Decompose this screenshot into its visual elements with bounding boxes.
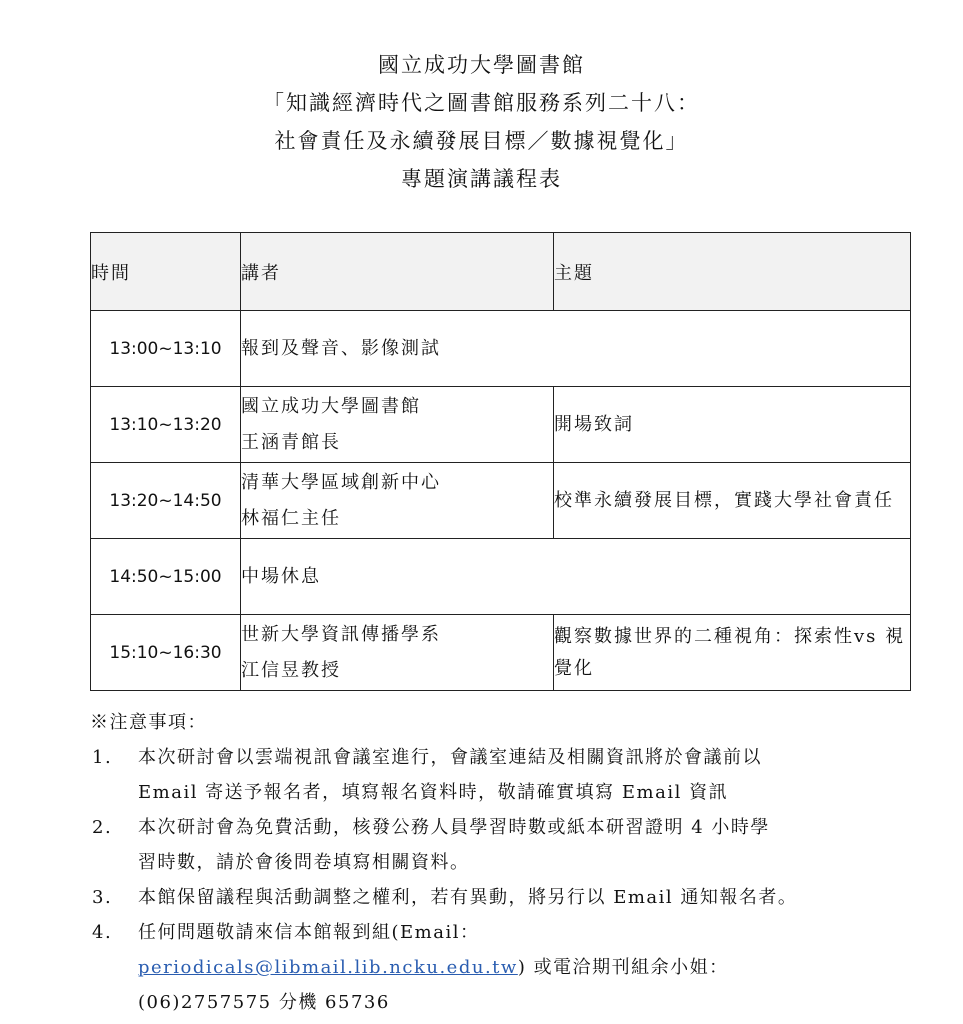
agenda-table — [90, 232, 911, 691]
note-line: (06)2757575 分機 65736 — [138, 992, 390, 1013]
title-line-3: 社會責任及永續發展目標／數據視覺化」 — [274, 129, 689, 153]
row-time: 13:00~13:10 — [91, 311, 241, 387]
note-text — [138, 740, 920, 810]
row-speaker — [241, 387, 554, 463]
header-speaker: 講者 — [241, 233, 554, 311]
header-topic: 主題 — [554, 233, 911, 311]
row-topic: 開場致詞 — [554, 387, 911, 463]
table-row — [91, 615, 911, 691]
row-topic: 觀察數據世界的二種視角：探索性vs 視覺化 — [554, 615, 911, 691]
notes-section — [90, 706, 920, 1020]
table-header-row — [91, 233, 911, 311]
note-number: 1. — [92, 747, 113, 768]
title-line-1: 國立成功大學圖書館 — [378, 53, 585, 77]
note-item-4 — [90, 915, 920, 1020]
note-line: 本次研討會以雲端視訊會議室進行，會議室連結及相關資訊將於會議前以 — [138, 747, 762, 768]
note-text — [138, 880, 920, 915]
speaker-name: 王涵青館長 — [241, 431, 341, 453]
table-row — [91, 387, 911, 463]
table-row — [91, 463, 911, 539]
note-number: 2. — [92, 817, 113, 838]
note-line: 習時數，請於會後問卷填寫相關資料。 — [138, 852, 470, 873]
note-number: 3. — [92, 887, 113, 908]
note-number: 4. — [92, 922, 113, 943]
row-speaker — [241, 463, 554, 539]
document-title — [0, 46, 963, 198]
note-line-suffix: ) 或電洽期刊組余小姐： — [517, 957, 729, 978]
note-text — [138, 915, 920, 1020]
note-line: Email 寄送予報名者，填寫報名資料時，敬請確實填寫 Email 資訊 — [138, 782, 729, 803]
speaker-organization: 世新大學資訊傳播學系 — [241, 623, 441, 645]
notes-heading: ※注意事項： — [90, 712, 207, 733]
row-time: 13:20~14:50 — [91, 463, 241, 539]
row-speaker — [241, 615, 554, 691]
speaker-organization: 國立成功大學圖書館 — [241, 395, 421, 417]
speaker-organization: 清華大學區域創新中心 — [241, 471, 441, 493]
title-line-2: 「知識經濟時代之圖書館服務系列二十八： — [263, 91, 700, 115]
note-text — [138, 810, 920, 880]
note-line — [138, 950, 920, 985]
speaker-name: 林福仁主任 — [241, 507, 341, 529]
row-merged-item: 報到及聲音、影像測試 — [241, 311, 911, 387]
table-row — [91, 311, 911, 387]
note-item-1 — [90, 740, 920, 810]
header-time: 時間 — [91, 233, 241, 311]
email-link[interactable]: periodicals@libmail.lib.ncku.edu.tw — [138, 957, 518, 978]
row-time: 15:10~16:30 — [91, 615, 241, 691]
row-topic: 校準永續發展目標，實踐大學社會責任 — [554, 463, 911, 539]
row-merged-item: 中場休息 — [241, 539, 911, 615]
speaker-name: 江信昱教授 — [241, 659, 341, 681]
note-line: 任何問題敬請來信本館報到組(Email： — [138, 922, 480, 943]
table-row — [91, 539, 911, 615]
note-item-3 — [90, 880, 920, 915]
note-line: 本館保留議程與活動調整之權利，若有異動，將另行以 Email 通知報名者。 — [138, 887, 798, 908]
title-line-4: 專題演講議程表 — [401, 167, 562, 191]
note-line: 本次研討會為免費活動，核發公務人員學習時數或紙本研習證明 4 小時學 — [138, 817, 770, 838]
note-item-2 — [90, 810, 920, 880]
row-time: 13:10~13:20 — [91, 387, 241, 463]
row-time: 14:50~15:00 — [91, 539, 241, 615]
